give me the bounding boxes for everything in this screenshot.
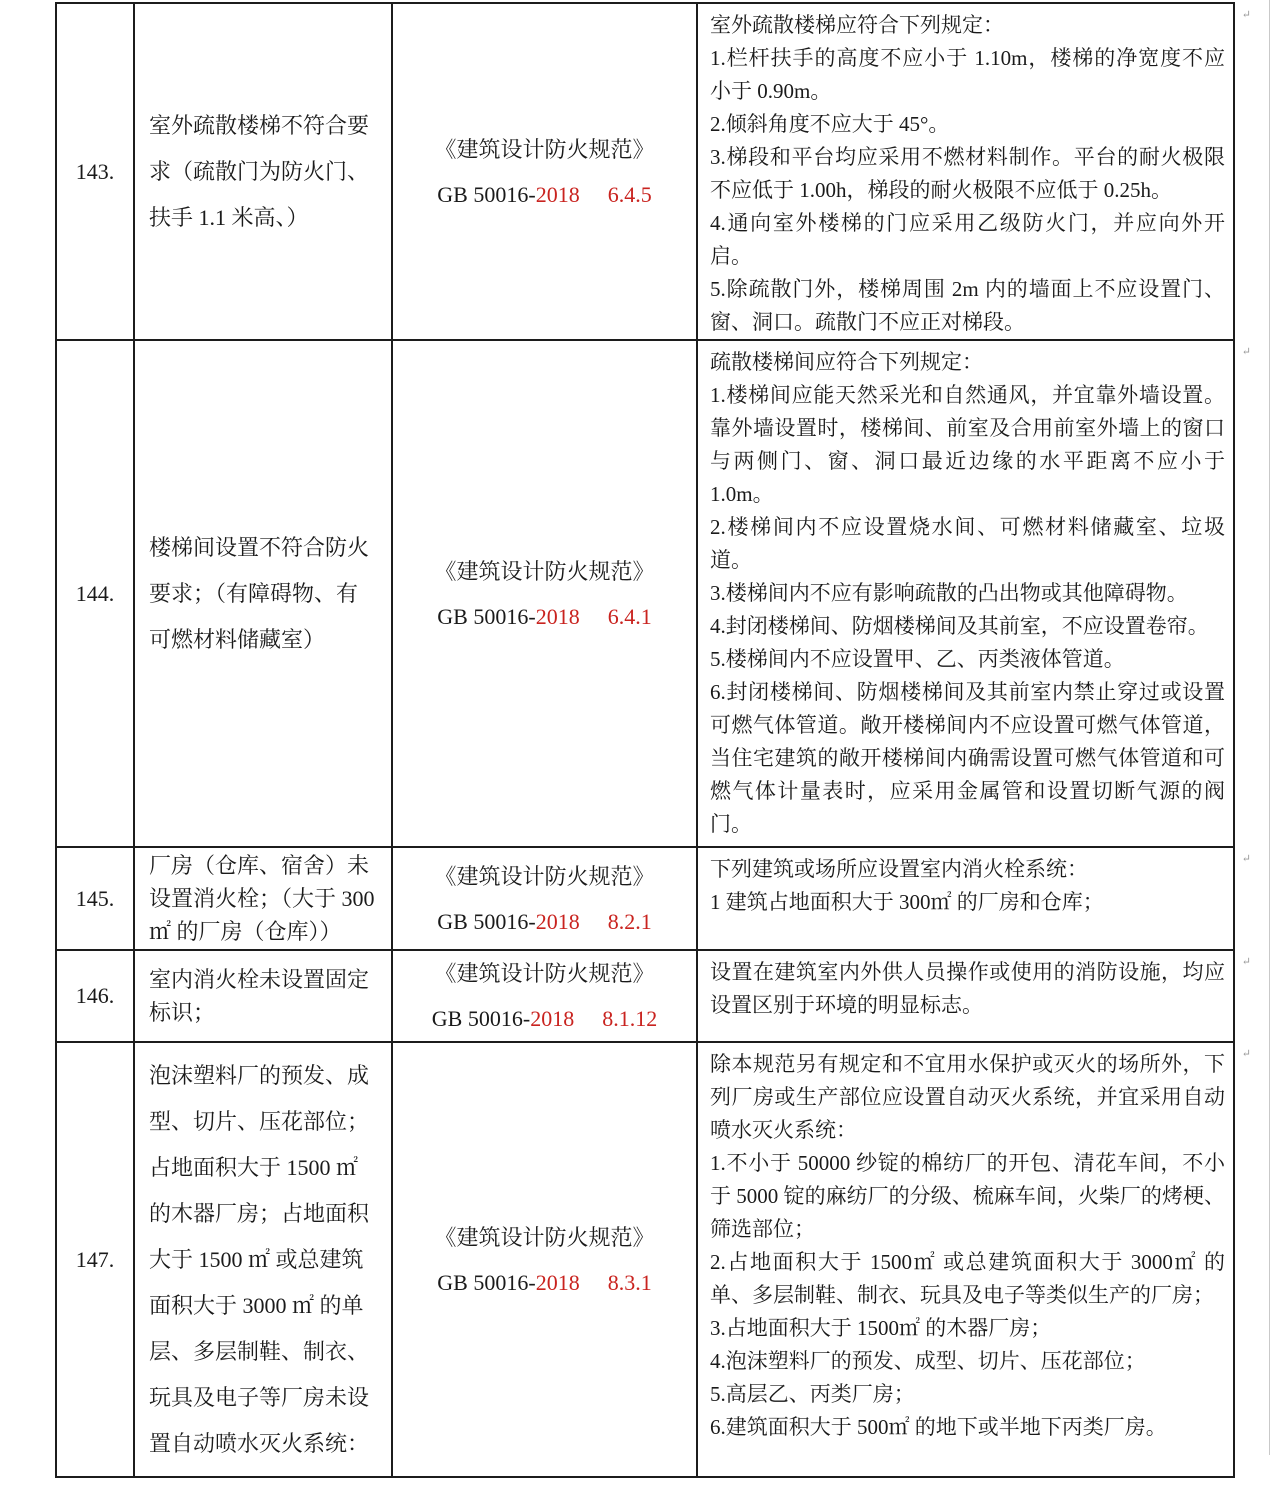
requirement-line: 2.楼梯间内不应设置烧水间、可燃材料储藏室、垃圾道。 bbox=[710, 515, 1225, 572]
standard-reference bbox=[392, 1042, 697, 1477]
table-row bbox=[56, 3, 1234, 340]
requirement-line: 1.楼梯间应能天然采光和自然通风，并宜靠外墙设置。靠外墙设置时，楼梯间、前室及合用前室外墙上的窗口与两侧门、窗、洞口最近边缘的水平距离不应小于 1.0m。 bbox=[710, 383, 1225, 506]
standard-code-year: 2018 bbox=[535, 908, 580, 934]
requirement-cell bbox=[697, 847, 1251, 950]
standard-reference bbox=[392, 847, 697, 950]
requirement-line: 2.占地面积大于 1500㎡ 或总建筑面积大于 3000㎡ 的单、多层制鞋、制衣、玩具及电子等类似生产的厂房； bbox=[710, 1250, 1225, 1307]
table-row bbox=[56, 847, 1234, 950]
paragraph-mark-icon: ↵ bbox=[1241, 853, 1251, 865]
requirement-line: 1.不小于 50000 纱锭的棉纺厂的开包、清花车间，不小于 5000 锭的麻纺厂的分级、梳麻车间，火柴厂的烤梗、筛选部位； bbox=[710, 1151, 1225, 1241]
standard-code bbox=[397, 172, 692, 217]
violation-description: 厂房（仓库、宿舍）未设置消火栓；（大于 300 ㎡ 的厂房（仓库）） bbox=[134, 847, 392, 950]
requirement-line: 设置在建筑室内外供人员操作或使用的消防设施，均应设置区别于环境的明显标志。 bbox=[710, 960, 1225, 1017]
paragraph-mark-icon: ↵ bbox=[1241, 9, 1251, 21]
requirement-line: 4.封闭楼梯间、防烟楼梯间及其前室，不应设置卷帘。 bbox=[710, 614, 1209, 638]
requirement-line: 除本规范另有规定和不宜用水保护或灭火的场所外，下列厂房或生产部位应设置自动灭火系统，并宜采用自动喷水灭火系统： bbox=[710, 1052, 1225, 1142]
row-number: 143. bbox=[56, 3, 134, 340]
table-row bbox=[56, 1042, 1234, 1477]
standard-reference bbox=[392, 950, 697, 1042]
standard-section: 6.4.1 bbox=[607, 603, 652, 629]
paragraph-mark-icon: ↵ bbox=[1241, 956, 1251, 968]
paragraph-mark-icon: ↵ bbox=[1241, 346, 1251, 358]
violation-description: 楼梯间设置不符合防火要求；（有障碍物、有可燃材料储藏室） bbox=[134, 340, 392, 847]
violation-description: 泡沫塑料厂的预发、成型、切片、压花部位；占地面积大于 1500 ㎡ 的木器厂房；占地面积大于 1500 ㎡ 或总建筑面积大于 3000 ㎡ 的单层、多层制鞋、制衣、玩具及电子等厂房未设置自动喷水灭火系统： bbox=[134, 1042, 392, 1477]
standard-title: 《建筑设计防火规范》 bbox=[434, 863, 655, 889]
standard-code-prefix: GB 50016- bbox=[437, 1269, 536, 1295]
requirement-line: 2.倾斜角度不应大于 45°。 bbox=[710, 112, 950, 136]
standard-title: 《建筑设计防火规范》 bbox=[434, 961, 655, 986]
requirement-line: 3.楼梯间内不应有影响疏散的凸出物或其他障碍物。 bbox=[710, 581, 1188, 605]
fire-code-violation-table bbox=[55, 2, 1251, 1478]
requirement-cell bbox=[697, 950, 1251, 1042]
table-row bbox=[56, 340, 1234, 847]
violation-description: 室内消火栓未设置固定标识； bbox=[134, 950, 392, 1042]
standard-code-prefix: GB 50016- bbox=[431, 1006, 531, 1031]
standard-code bbox=[397, 1260, 692, 1305]
standard-section: 6.4.5 bbox=[607, 181, 652, 207]
standard-title: 《建筑设计防火规范》 bbox=[434, 136, 655, 162]
requirement-line: 4.泡沫塑料厂的预发、成型、切片、压花部位； bbox=[710, 1349, 1146, 1373]
standard-title: 《建筑设计防火规范》 bbox=[434, 558, 655, 584]
requirement-line: 1.栏杆扶手的高度不应小于 1.10m，楼梯的净宽度不应小于 0.90m。 bbox=[710, 46, 1225, 103]
standard-reference bbox=[392, 3, 697, 340]
table-row bbox=[56, 950, 1234, 1042]
row-number: 144. bbox=[56, 340, 134, 847]
requirement-cell bbox=[697, 340, 1251, 847]
standard-code-prefix: GB 50016- bbox=[437, 908, 536, 934]
violation-description: 室外疏散楼梯不符合要求（疏散门为防火门、扶手 1.1 米高、） bbox=[134, 3, 392, 340]
requirement-cell bbox=[697, 3, 1251, 340]
standard-code-year: 2018 bbox=[535, 181, 580, 207]
standard-code-prefix: GB 50016- bbox=[437, 603, 536, 629]
standard-reference bbox=[392, 340, 697, 847]
standard-section: 8.3.1 bbox=[607, 1269, 652, 1295]
standard-title: 《建筑设计防火规范》 bbox=[434, 1224, 655, 1250]
standard-section: 8.1.12 bbox=[602, 1006, 658, 1031]
requirement-line: 5.高层乙、丙类厂房； bbox=[710, 1382, 915, 1406]
standard-code bbox=[397, 899, 692, 944]
row-number: 146. bbox=[56, 950, 134, 1042]
requirement-line: 疏散楼梯间应符合下列规定： bbox=[710, 350, 983, 374]
requirement-line: 1 建筑占地面积大于 300㎡ 的厂房和仓库； bbox=[710, 890, 1104, 914]
requirement-line: 室外疏散楼梯应符合下列规定： bbox=[710, 13, 1004, 37]
page-edge-line bbox=[1269, 0, 1270, 1455]
standard-code-year: 2018 bbox=[535, 1269, 580, 1295]
requirement-line: 6.封闭楼梯间、防烟楼梯间及其前室内禁止穿过或设置可燃气体管道。敞开楼梯间内不应设置可燃气体管道，当住宅建筑的敞开楼梯间内确需设置可燃气体管道和可燃气体计量表时，应采用金属管和设置切断气源的阀门。 bbox=[710, 680, 1225, 836]
requirement-line: 3.梯段和平台均应采用不燃材料制作。平台的耐火极限不应低于 1.00h，梯段的耐火极限不应低于 0.25h。 bbox=[710, 145, 1225, 202]
row-number: 147. bbox=[56, 1042, 134, 1477]
standard-code-prefix: GB 50016- bbox=[437, 181, 536, 207]
standard-section: 8.2.1 bbox=[607, 908, 652, 934]
requirement-cell bbox=[697, 1042, 1251, 1477]
requirement-line: 3.占地面积大于 1500㎡ 的木器厂房； bbox=[710, 1316, 1052, 1340]
row-number: 145. bbox=[56, 847, 134, 950]
requirement-line: 5.楼梯间内不应设置甲、乙、丙类液体管道。 bbox=[710, 647, 1125, 671]
requirement-line: 下列建筑或场所应设置室内消火栓系统： bbox=[710, 857, 1088, 881]
requirement-line: 6.建筑面积大于 500㎡ 的地下或半地下丙类厂房。 bbox=[710, 1415, 1167, 1439]
standard-code-year: 2018 bbox=[535, 603, 580, 629]
paragraph-mark-icon: ↵ bbox=[1241, 1048, 1251, 1060]
standard-code bbox=[397, 594, 692, 639]
standard-code bbox=[397, 996, 692, 1041]
standard-code-year: 2018 bbox=[530, 1006, 575, 1031]
requirement-line: 5.除疏散门外，楼梯周围 2m 内的墙面上不应设置门、窗、洞口。疏散门不应正对梯段。 bbox=[710, 277, 1225, 334]
requirement-line: 4.通向室外楼梯的门应采用乙级防火门，并应向外开启。 bbox=[710, 211, 1225, 268]
